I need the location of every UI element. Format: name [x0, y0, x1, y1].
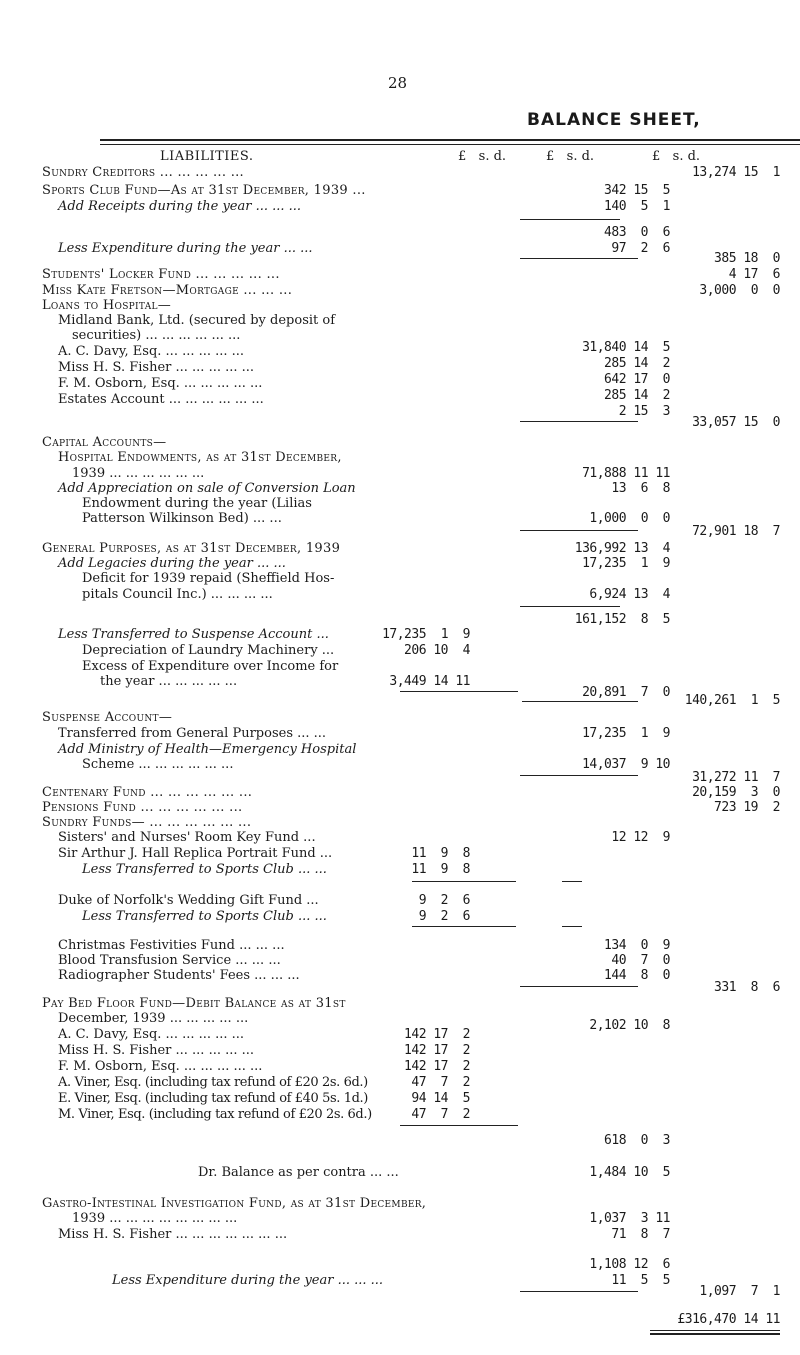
row-amount-c1: 11 9 8 — [411, 862, 470, 877]
subtotal-rule — [400, 691, 518, 692]
row-label: Less Expenditure during the year ... ... — [58, 241, 313, 256]
row-label: Transferred from General Purposes ... ... — [58, 726, 327, 741]
row-amount-c2: 1,000 0 0 — [589, 511, 670, 526]
row-label: Miss H. S. Fisher ... ... ... ... ... — [58, 360, 255, 375]
row-amount-c1: 3,449 14 11 — [389, 674, 470, 689]
subtotal-rule — [522, 701, 638, 702]
row-amount-c2: 136,992 13 4 — [574, 541, 670, 556]
subtotal-rule — [400, 1125, 518, 1126]
row-label: Scheme ... ... ... ... ... ... — [82, 757, 234, 772]
row-amount-c2: 1,037 3 11 — [589, 1211, 670, 1226]
row-amount-c3: 140,261 1 5 — [684, 693, 780, 708]
row-label: E. Viner, Esq. (including tax refund of £40 5s. 1d.) — [58, 1091, 368, 1106]
row-amount-c2: 11 5 5 — [611, 1273, 670, 1288]
row-amount-c3: 72,901 18 7 — [692, 524, 780, 539]
row-amount-c2: 618 0 3 — [604, 1133, 670, 1148]
liabilities-title: LIABILITIES. — [160, 149, 254, 164]
row-label: Suspense Account— — [42, 710, 173, 725]
row-label: Sir Arthur J. Hall Replica Portrait Fund ... — [58, 846, 333, 861]
row-label: Dr. Balance as per contra ... ... — [198, 1165, 399, 1180]
row-label: Hospital Endowments, as at 31st December, — [58, 450, 342, 465]
row-label: Blood Transfusion Service ... ... ... — [58, 953, 281, 968]
row-amount-c3: 20,159 3 0 — [692, 785, 780, 800]
row-amount-c1: 9 2 6 — [418, 893, 470, 908]
row-label: Loans to Hospital— — [42, 298, 172, 313]
row-amount-c3: 1,097 7 1 — [699, 1284, 780, 1299]
row-label: Sundry Creditors ... ... ... ... ... — [42, 165, 244, 180]
row-amount-c1: 17,235 1 9 — [382, 627, 470, 642]
row-label: Capital Accounts— — [42, 435, 167, 450]
row-amount-c2: 1,108 12 6 — [589, 1257, 670, 1272]
row-amount-c2: 285 14 2 — [604, 356, 670, 371]
row-label: A. C. Davy, Esq. ... ... ... ... ... — [58, 344, 245, 359]
row-label: Centenary Fund ... ... ... ... ... ... — [42, 785, 253, 800]
row-label: Sisters' and Nurses' Room Key Fund ... — [58, 830, 316, 845]
nil-dash — [562, 881, 582, 882]
subtotal-rule — [520, 986, 638, 987]
subtotal-rule — [520, 1291, 638, 1292]
row-amount-c1: 206 10 4 — [404, 643, 470, 658]
row-label: Add Appreciation on sale of Conversion Loan — [58, 481, 356, 496]
row-label: Midland Bank, Ltd. (secured by deposit of — [58, 313, 336, 328]
row-amount-c3: 33,057 15 0 — [692, 415, 780, 430]
row-label: Patterson Wilkinson Bed) ... ... — [82, 511, 282, 526]
row-label: the year ... ... ... ... ... — [100, 674, 238, 689]
row-label: Pay Bed Floor Fund—Debit Balance as at 31st — [42, 996, 346, 1011]
row-amount-c1: 94 14 5 — [411, 1091, 470, 1106]
row-amount-c2: 285 14 2 — [604, 388, 670, 403]
double-rule-top — [100, 139, 800, 141]
row-label: Students' Locker Fund ... ... ... ... ... — [42, 267, 280, 282]
page-number: 28 — [388, 74, 408, 92]
row-amount-c1: 47 7 2 — [411, 1107, 470, 1122]
row-label: A. Viner, Esq. (including tax refund of £20 2s. 6d.) — [58, 1075, 368, 1090]
subtotal-rule — [520, 258, 638, 259]
row-amount-c1: 142 17 2 — [404, 1027, 470, 1042]
row-label: Radiographer Students' Fees ... ... ... — [58, 968, 300, 983]
row-amount-c2: 12 12 9 — [611, 830, 670, 845]
row-label: Less Transferred to Sports Club ... ... — [82, 909, 327, 924]
grand-total: £316,470 14 11 — [677, 1312, 780, 1327]
row-amount-c1: 47 7 2 — [411, 1075, 470, 1090]
double-rule-bottom — [100, 144, 800, 145]
row-label: Sports Club Fund—As at 31st December, 1939 ... — [42, 183, 366, 198]
row-label: Less Expenditure during the year ... ... ... — [112, 1273, 384, 1288]
row-amount-c2: 17,235 1 9 — [582, 556, 670, 571]
page-heading: BALANCE SHEET, — [527, 110, 701, 130]
row-amount-c3: 385 18 0 — [714, 251, 780, 266]
total-rule-top — [650, 1330, 780, 1331]
row-amount-c2: 134 0 9 — [604, 938, 670, 953]
row-amount-c3: 331 8 6 — [714, 980, 780, 995]
row-amount-c2: 17,235 1 9 — [582, 726, 670, 741]
row-amount-c2: 342 15 5 — [604, 183, 670, 198]
row-amount-c1: 11 9 8 — [411, 846, 470, 861]
col1-header: £ s. d. — [458, 149, 507, 164]
row-amount-c3: 31,272 11 7 — [692, 770, 780, 785]
row-label: Estates Account ... ... ... ... ... ... — [58, 392, 264, 407]
row-label: Miss Kate Fretson—Mortgage ... ... ... — [42, 283, 293, 298]
row-amount-c2: 31,840 14 5 — [582, 340, 670, 355]
row-amount-c2: 71 8 7 — [611, 1227, 670, 1242]
row-label: Miss H. S. Fisher ... ... ... ... ... — [58, 1043, 255, 1058]
row-amount-c2: 6,924 13 4 — [589, 587, 670, 602]
subtotal-rule — [412, 881, 516, 882]
row-label: Duke of Norfolk's Wedding Gift Fund ... — [58, 893, 319, 908]
row-label: 1939 ... ... ... ... ... ... ... ... — [72, 1211, 238, 1226]
row-label: Gastro-Intestinal Investigation Fund, as at 31st December, — [42, 1196, 427, 1211]
row-amount-c2: 140 5 1 — [604, 199, 670, 214]
row-amount-c2: 40 7 0 — [611, 953, 670, 968]
row-amount-c3: 4 17 6 — [728, 267, 780, 282]
row-label: Less Transferred to Suspense Account ... — [58, 627, 329, 642]
row-amount-c2: 144 8 0 — [604, 968, 670, 983]
subtotal-rule — [520, 421, 638, 422]
row-amount-c2: 13 6 8 — [611, 481, 670, 496]
row-label: Miss H. S. Fisher ... ... ... ... ... ... ... — [58, 1227, 288, 1242]
row-label: Excess of Expenditure over Income for — [82, 659, 339, 674]
row-label: Pensions Fund ... ... ... ... ... ... — [42, 800, 243, 815]
row-amount-c2: 1,484 10 5 — [589, 1165, 670, 1180]
row-label: F. M. Osborn, Esq. ... ... ... ... ... — [58, 376, 263, 391]
row-label: M. Viner, Esq. (including tax refund of £20 2s. 6d.) — [58, 1107, 372, 1122]
row-label: Sundry Funds— ... ... ... ... ... ... — [42, 815, 252, 830]
row-amount-c3: 723 19 2 — [714, 800, 780, 815]
col3-header: £ s. d. — [652, 149, 701, 164]
row-amount-c2: 2 15 3 — [618, 404, 670, 419]
row-amount-c2: 14,037 9 10 — [582, 757, 670, 772]
row-label: 1939 ... ... ... ... ... ... — [72, 466, 205, 481]
row-amount-c3: 13,274 15 1 — [692, 165, 780, 180]
row-amount-c2: 483 0 6 — [604, 225, 670, 240]
row-label: F. M. Osborn, Esq. ... ... ... ... ... — [58, 1059, 263, 1074]
row-amount-c1: 9 2 6 — [418, 909, 470, 924]
subtotal-rule — [520, 530, 638, 531]
nil-dash — [562, 926, 582, 927]
subtotal-rule — [520, 219, 620, 220]
row-label: securities) ... ... ... ... ... ... — [72, 328, 241, 343]
row-label: pitals Council Inc.) ... ... ... ... — [82, 587, 273, 602]
row-label: December, 1939 ... ... ... ... ... — [58, 1011, 249, 1026]
row-amount-c2: 20,891 7 0 — [582, 685, 670, 700]
row-amount-c1: 142 17 2 — [404, 1043, 470, 1058]
col2-header: £ s. d. — [546, 149, 595, 164]
row-amount-c2: 97 2 6 — [611, 241, 670, 256]
row-amount-c2: 2,102 10 8 — [589, 1018, 670, 1033]
row-label: Christmas Festivities Fund ... ... ... — [58, 938, 285, 953]
row-amount-c3: 3,000 0 0 — [699, 283, 780, 298]
row-label: A. C. Davy, Esq. ... ... ... ... ... — [58, 1027, 245, 1042]
row-label: Endowment during the year (Lilias — [82, 496, 312, 511]
subtotal-rule — [412, 926, 516, 927]
row-amount-c2: 161,152 8 5 — [574, 612, 670, 627]
row-amount-c2: 71,888 11 11 — [582, 466, 670, 481]
total-rule-bottom — [650, 1333, 780, 1335]
row-label: General Purposes, as at 31st December, 1939 — [42, 541, 341, 556]
row-amount-c2: 642 17 0 — [604, 372, 670, 387]
row-label: Less Transferred to Sports Club ... ... — [82, 862, 327, 877]
row-label: Add Receipts during the year ... ... ... — [58, 199, 302, 214]
row-label: Add Ministry of Health—Emergency Hospital — [58, 742, 357, 757]
subtotal-rule — [520, 775, 638, 776]
row-amount-c1: 142 17 2 — [404, 1059, 470, 1074]
row-label: Add Legacies during the year ... ... — [58, 556, 286, 571]
row-label: Depreciation of Laundry Machinery ... — [82, 643, 335, 658]
subtotal-rule — [520, 606, 620, 607]
row-label: Deficit for 1939 repaid (Sheffield Hos- — [82, 571, 335, 586]
